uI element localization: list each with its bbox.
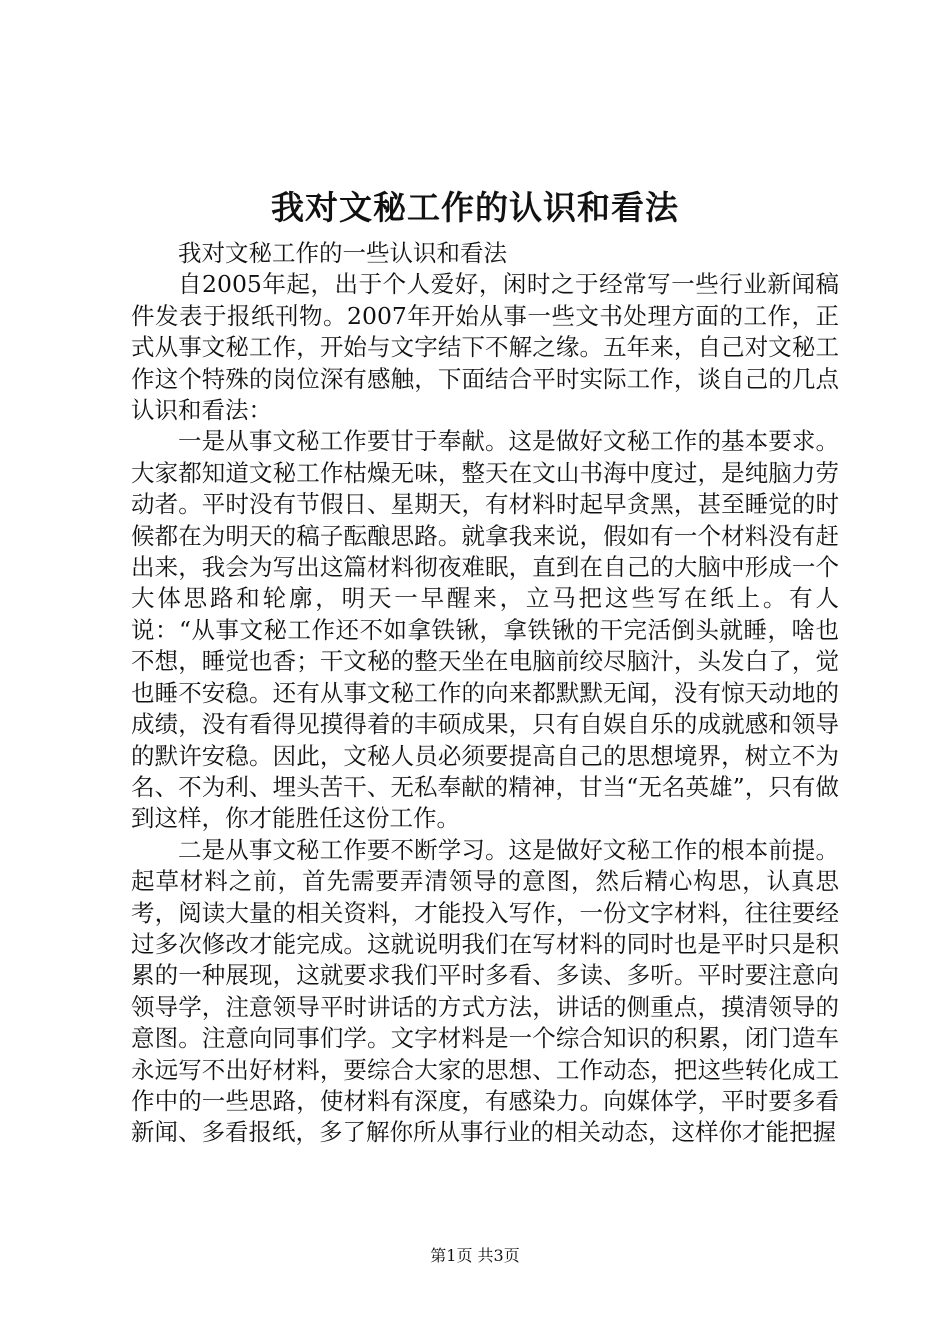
point-one-paragraph: 一是从事文秘工作要甘于奉献。这是做好文秘工作的基本要求。大家都知道文秘工作枯燥无味，整天在文山书海中度过，是纯脑力劳动者。平时没有节假日、星期天，有材料时起早贪黑，甚至睡觉的时候都在为明天的稿子酝酿思路。就拿我来说，假如有一个材料没有赶出来，我会为写出这篇材料彻夜难眠，直到在自己的大脑中形成一个大体思路和轮廓，明天一早醒来，立马把这些写在纸上。有人说：“从事文秘工作还不如拿铁锹，拿铁锹的干完活倒头就睡，啥也不想，睡觉也香；干文秘的整天坐在电脑前绞尽脑汁，头发白了，觉也睡不安稳。还有从事文秘工作的向来都默默无闻，没有惊天动地的成绩，没有看得见摸得着的丰硕成果，只有自娱自乐的成就感和领导的默许安稳。因此，文秘人员必须要提高自己的思想境界，树立不为名、不为利、埋头苦干、无私奉献的精神，甘当“无名英雄”，只有做到这样，你才能胜任这份工作。 xyxy=(131,427,839,833)
intro-paragraph: 自2005年起，出于个人爱好，闲时之于经常写一些行业新闻稿件发表于报纸刊物。2007年开始从事一些文书处理方面的工作，正式从事文秘工作，开始与文字结下不解之缘。五年来，自己对文秘工作这个特殊的岗位深有感触，下面结合平时实际工作，谈自己的几点认识和看法： xyxy=(131,270,839,425)
point-two-paragraph: 二是从事文秘工作要不断学习。这是做好文秘工作的根本前提。起草材料之前，首先需要弄清领导的意图，然后精心构思，认真思考，阅读大量的相关资料，才能投入写作，一份文字材料，往往要经过多次修改才能完成。这就说明我们在写材料的同时也是平时只是积累的一种展现，这就要求我们平时多看、多读、多听。平时要注意向领导学，注意领导平时讲话的方式方法，讲话的侧重点，摸清领导的意图。注意向同事们学。文字材料是一个综合知识的积累，闭门造车永远写不出好材料，要综合大家的思想、工作动态，把这些转化成工作中的一些思路，使材料有深度，有感染力。向媒体学，平时要多看新闻、多看报纸，多了解你所从事行业的相关动态，这样你才能把握 xyxy=(131,835,839,1147)
document-title: 我对文秘工作的认识和看法 xyxy=(271,188,679,227)
subtitle-paragraph: 我对文秘工作的一些认识和看法 xyxy=(178,239,507,267)
document-body xyxy=(131,238,839,1149)
page-number-footer: 第1页 共3页 xyxy=(430,1246,520,1265)
